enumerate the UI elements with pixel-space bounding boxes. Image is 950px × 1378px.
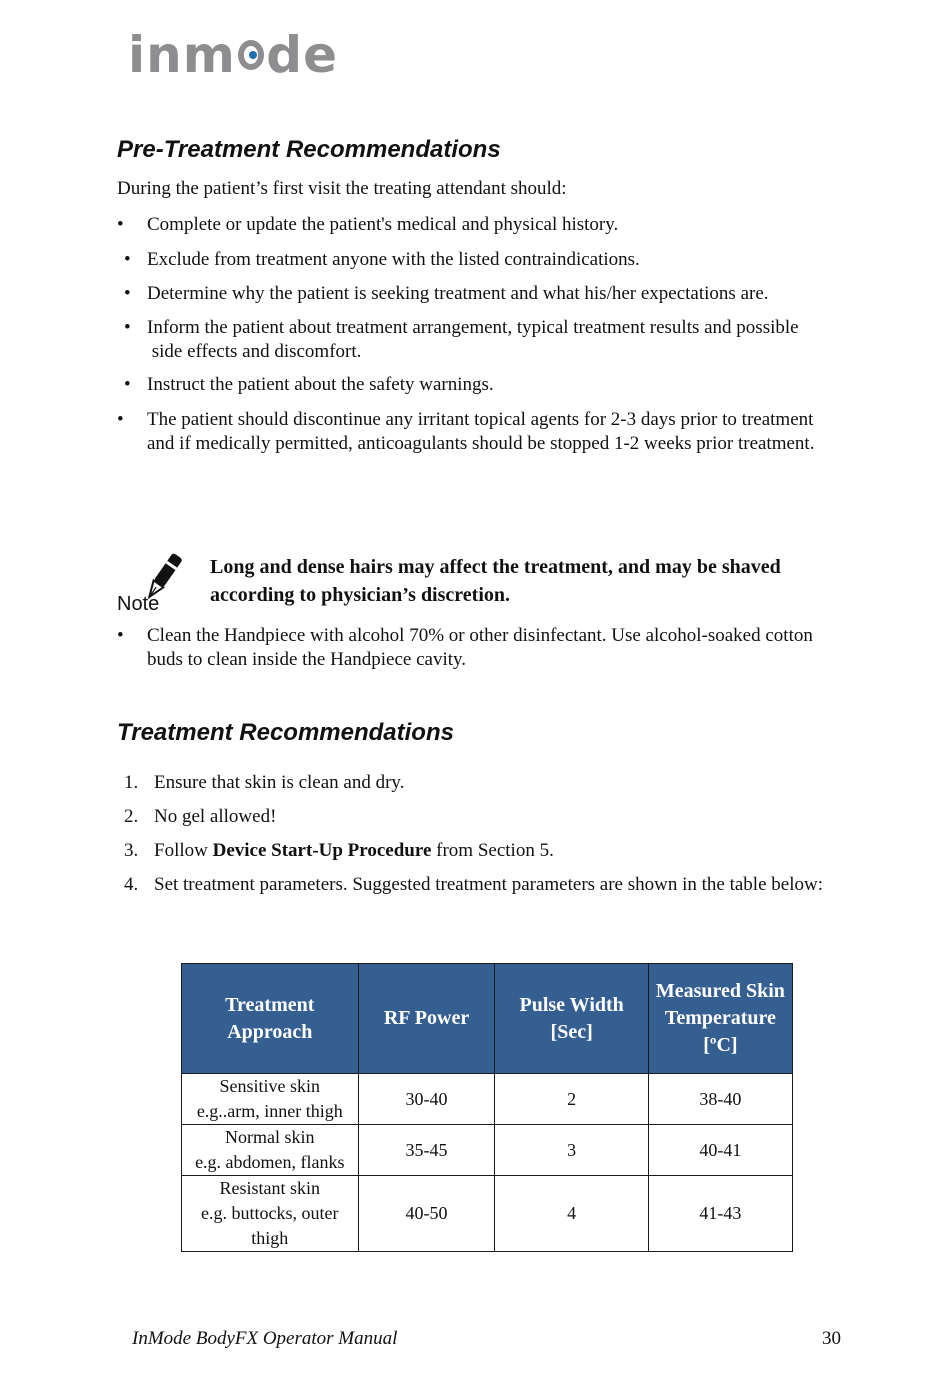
table-row <box>182 1125 793 1176</box>
bullet-icon: • <box>124 317 131 338</box>
cell-skin-temperature: 40-41 <box>648 1125 792 1176</box>
step-number: 2. <box>124 806 139 827</box>
note-pen-icon <box>116 552 200 614</box>
cell-approach <box>182 1125 359 1176</box>
list-item-text: Clean the Handpiece with alcohol 70% or other disinfectant. Use alcohol-soaked cotton buds to clean inside the Handpiece cavity. <box>147 625 813 670</box>
step-number: 4. <box>124 874 139 895</box>
list-item <box>117 373 857 397</box>
cell-pulse-width: 4 <box>495 1176 648 1252</box>
cell-approach-line: Normal skin <box>225 1127 315 1147</box>
cell-rf-power: 40-50 <box>358 1176 495 1252</box>
bullet-icon: • <box>117 409 124 430</box>
logo-text-start: inm <box>128 26 236 84</box>
bullet-icon: • <box>117 625 124 646</box>
cell-skin-temperature: 38-40 <box>648 1074 792 1125</box>
header-pulse-width: Pulse Width [Sec] <box>495 964 648 1074</box>
step-text-post: from Section 5. <box>431 840 554 861</box>
section-title-treatment: Treatment Recommendations <box>117 719 454 746</box>
cell-approach-line: e.g. abdomen, flanks <box>195 1152 345 1172</box>
cell-rf-power: 30-40 <box>358 1074 495 1125</box>
list-item <box>117 624 817 672</box>
list-item-text: Exclude from treatment anyone with the listed contraindications. <box>147 249 640 270</box>
footer-manual-title: InMode BodyFX Operator Manual <box>132 1328 398 1349</box>
inmode-logo <box>128 26 338 84</box>
cell-pulse-width: 2 <box>495 1074 648 1125</box>
list-item <box>117 248 857 272</box>
cell-pulse-width: 3 <box>495 1125 648 1176</box>
step-item <box>124 873 844 897</box>
list-item-text: Complete or update the patient's medical and physical history. <box>147 214 619 235</box>
header-rf-power: RF Power <box>358 964 495 1074</box>
logo-o-icon <box>238 40 264 70</box>
step-text-bold: Device Start-Up Procedure <box>212 840 432 861</box>
step-item <box>124 839 844 863</box>
header-treatment-approach: Treatment Approach <box>182 964 359 1074</box>
bullet-icon: • <box>117 214 124 235</box>
list-item <box>117 408 817 456</box>
list-item-text: Instruct the patient about the safety warnings. <box>147 374 494 395</box>
header-skin-temperature: Measured Skin Temperature [ºC] <box>648 964 792 1074</box>
list-item-text: Inform the patient about treatment arrangement, typical treatment results and possible <box>147 317 799 338</box>
table-row <box>182 1074 793 1125</box>
table-header-row <box>182 964 793 1074</box>
cell-approach-line: e.g..arm, inner thigh <box>196 1101 343 1121</box>
step-number: 1. <box>124 772 139 793</box>
cell-approach-line: e.g. buttocks, outer thigh <box>201 1203 339 1248</box>
bullet-icon: • <box>124 374 131 395</box>
step-text: Set treatment parameters. Suggested treatment parameters are shown in the table below: <box>154 874 823 895</box>
treatment-parameters-table <box>181 963 793 1252</box>
step-text: No gel allowed! <box>154 806 277 827</box>
bullet-icon: • <box>124 283 131 304</box>
cell-approach-line: Resistant skin <box>219 1178 321 1198</box>
step-item <box>124 771 844 795</box>
list-item <box>117 213 857 237</box>
step-text <box>154 839 844 863</box>
step-number: 3. <box>124 840 139 861</box>
cell-rf-power: 35-45 <box>358 1125 495 1176</box>
cell-approach-line: Sensitive skin <box>219 1076 321 1096</box>
footer-page-number: 30 <box>822 1328 841 1349</box>
logo-text-end: de <box>266 26 338 84</box>
list-item <box>117 282 857 306</box>
intro-text: During the patient’s first visit the treating attendant should: <box>117 178 567 199</box>
step-text: Ensure that skin is clean and dry. <box>154 772 405 793</box>
table-row <box>182 1176 793 1252</box>
note-text: Long and dense hairs may affect the treatment, and may be shaved according to physician’s discretion. <box>210 556 781 606</box>
cell-skin-temperature: 41-43 <box>648 1176 792 1252</box>
bullet-icon: • <box>124 249 131 270</box>
list-item-text: The patient should discontinue any irritant topical agents for 2-3 days prior to treatment and if medically permitted, anticoagulants should be stopped 1-2 weeks prior treatment. <box>147 409 815 454</box>
list-item-text-continued: side effects and discomfort. <box>147 341 362 362</box>
note-label: Note <box>117 593 160 614</box>
section-title-pre-treatment: Pre-Treatment Recommendations <box>117 136 501 163</box>
list-item-text: Determine why the patient is seeking treatment and what his/her expectations are. <box>147 283 769 304</box>
cell-approach <box>182 1176 359 1252</box>
list-item <box>117 316 857 364</box>
cell-approach <box>182 1074 359 1125</box>
step-text-pre: Follow <box>154 840 213 861</box>
step-item <box>124 805 844 829</box>
